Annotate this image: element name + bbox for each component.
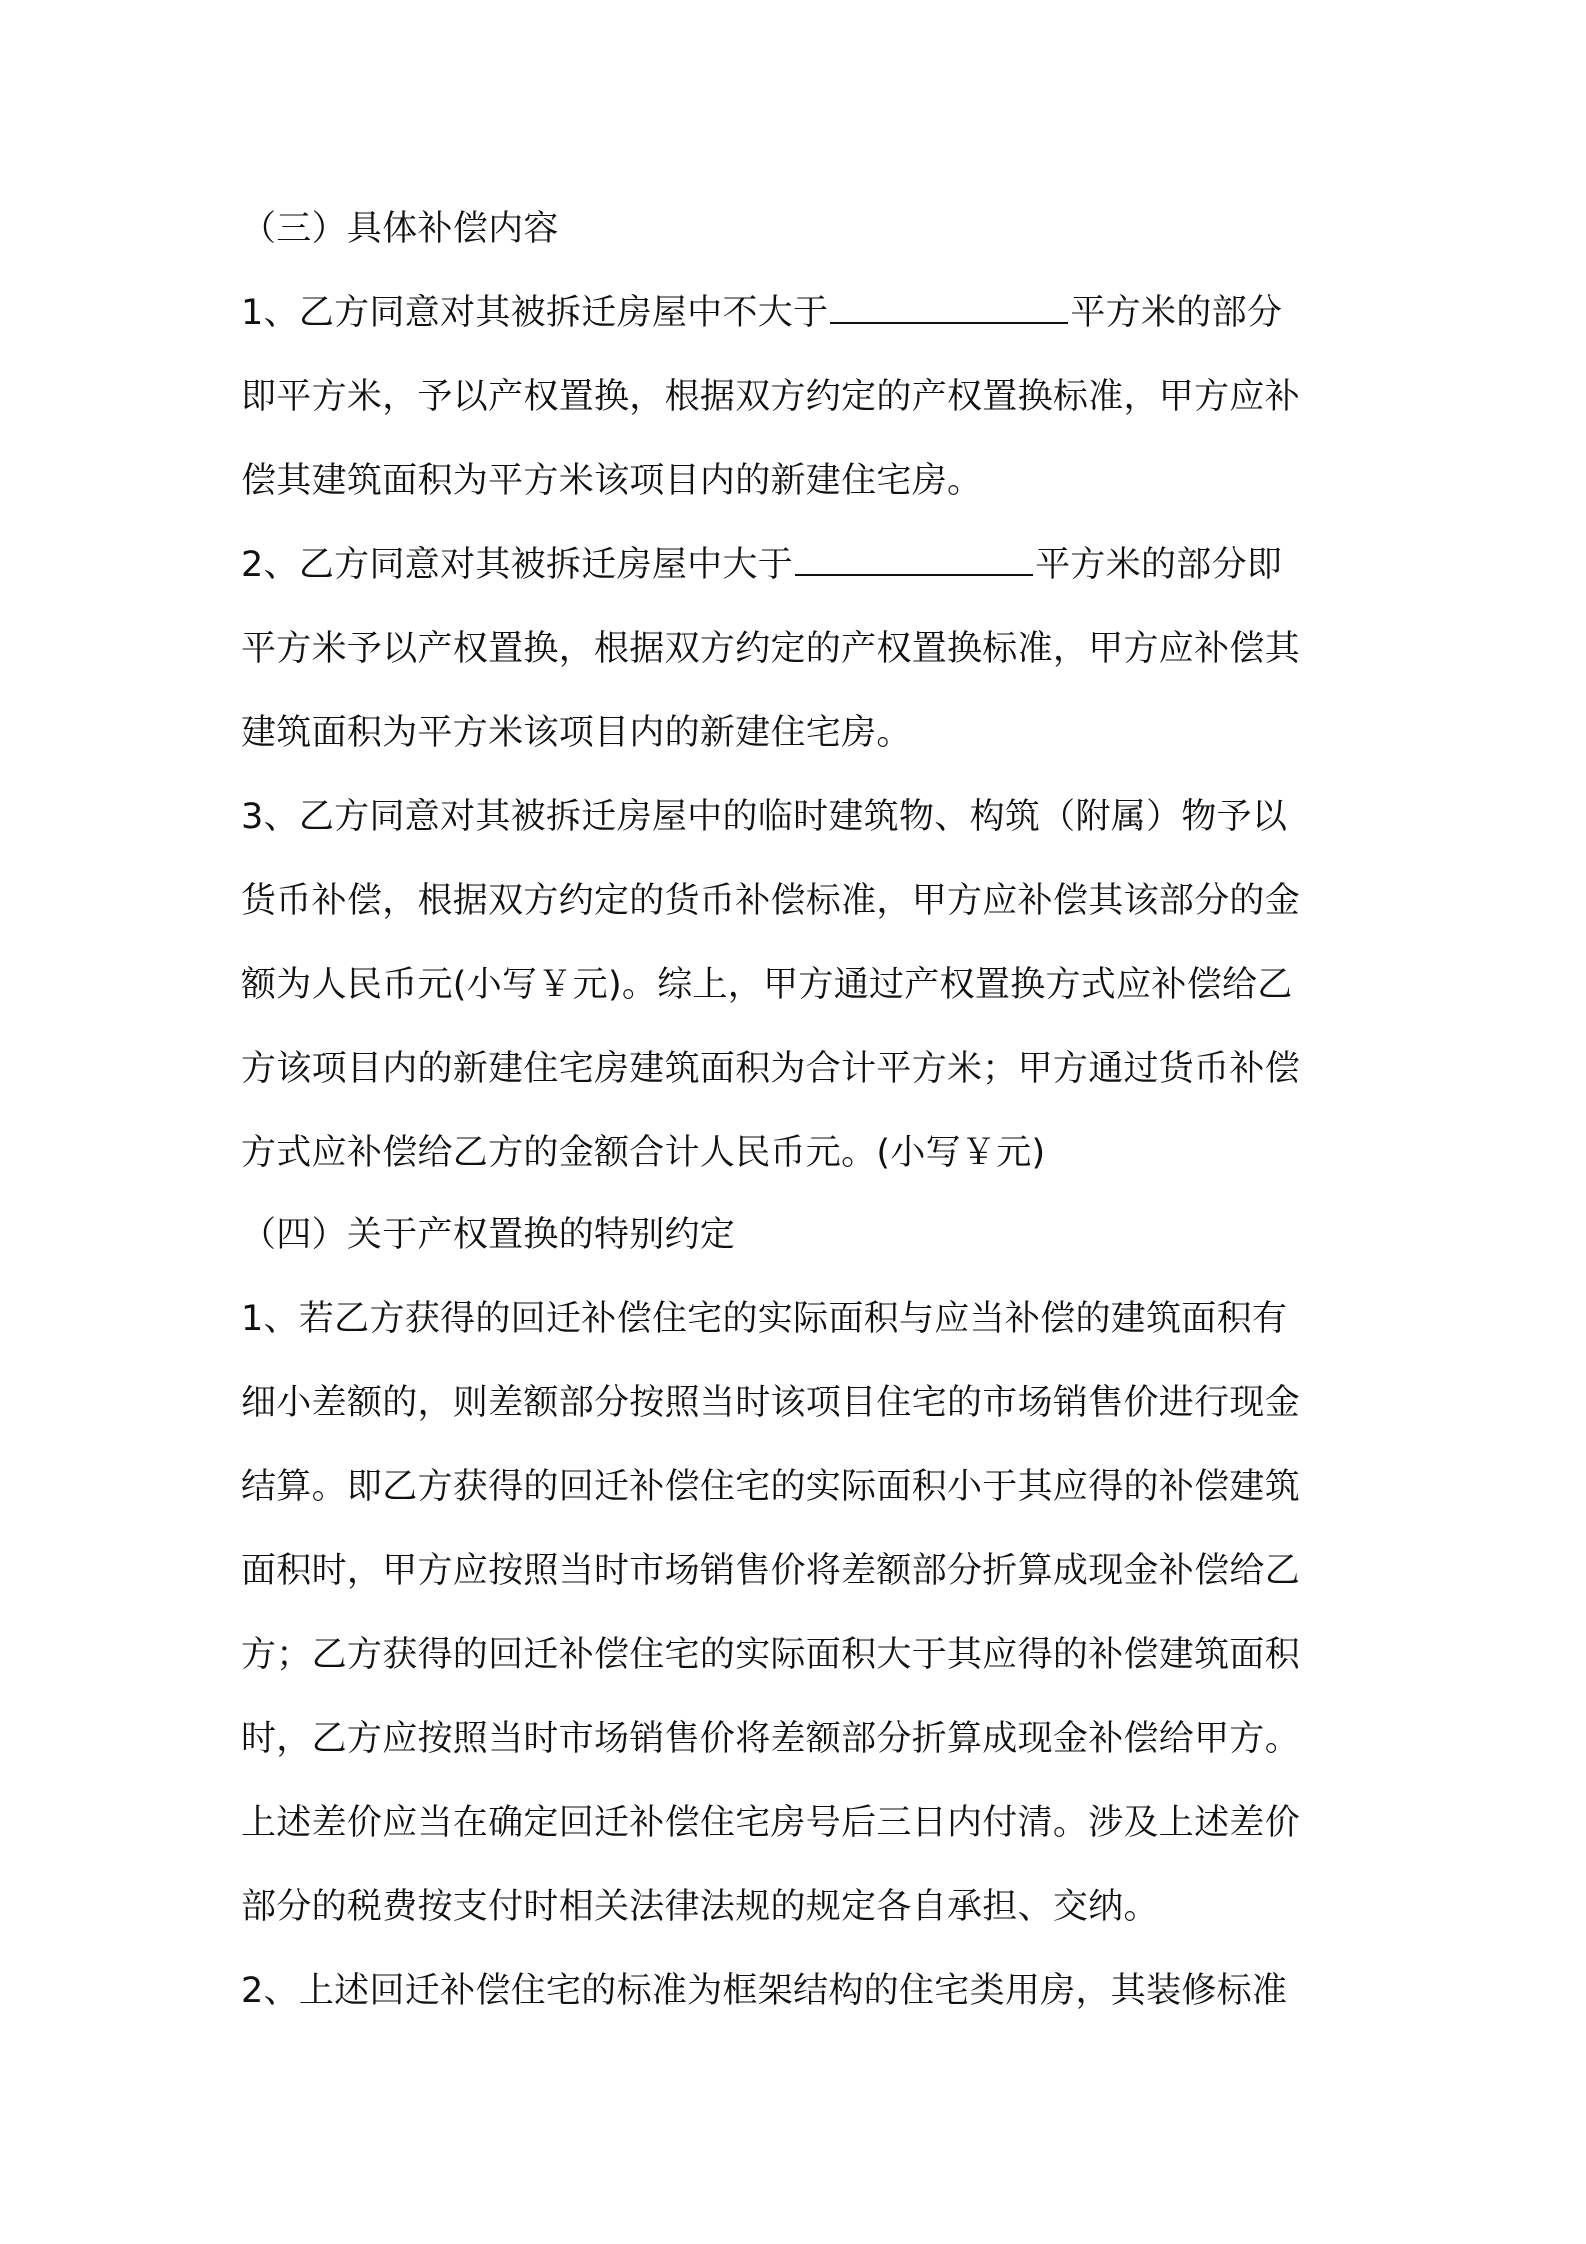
paragraph-line — [241, 628, 1361, 670]
text: 时，乙方应按照当时市场销售价将差额部分折算成现金补偿给甲方。 — [241, 1719, 1301, 1759]
text: 上述差价应当在确定回迁补偿住宅房号后三日内付清。涉及上述差价 — [241, 1803, 1301, 1843]
paragraph-line — [241, 544, 1361, 586]
paragraph-line — [241, 460, 1361, 502]
text: （三）具体补偿内容 — [241, 209, 559, 249]
text: 方；乙方获得的回迁补偿住宅的实际面积大于其应得的补偿建筑面积 — [241, 1635, 1301, 1675]
text: 2、上述回迁补偿住宅的标准为框架结构的住宅类用房，其装修标准 — [241, 1971, 1288, 2011]
text: 1、若乙方获得的回迁补偿住宅的实际面积与应当补偿的建筑面积有 — [241, 1299, 1288, 1339]
text: 3、乙方同意对其被拆迁房屋中的临时建筑物、构筑（附属）物予以 — [241, 797, 1288, 837]
text: 偿其建筑面积为平方米该项目内的新建住宅房。 — [241, 461, 983, 501]
paragraph-line — [241, 1718, 1361, 1760]
text: 细小差额的，则差额部分按照当时该项目住宅的市场销售价进行现金 — [241, 1383, 1301, 1423]
text: 面积时，甲方应按照当时市场销售价将差额部分折算成现金补偿给乙 — [241, 1551, 1301, 1591]
paragraph-line — [241, 292, 1361, 334]
section-heading-4 — [241, 1214, 1361, 1256]
paragraph-line — [241, 1970, 1361, 2012]
paragraph-line — [241, 712, 1361, 754]
text: 部分的税费按支付时相关法律法规的规定各自承担、交纳。 — [241, 1887, 1159, 1927]
text: 建筑面积为平方米该项目内的新建住宅房。 — [241, 713, 912, 753]
text: 平方米予以产权置换，根据双方约定的产权置换标准，甲方应补偿其 — [241, 629, 1301, 669]
text: 2、乙方同意对其被拆迁房屋中大于 — [241, 545, 794, 585]
text: 平方米的部分即 — [1035, 545, 1283, 585]
paragraph-line — [241, 1550, 1361, 1592]
paragraph-line — [241, 1634, 1361, 1676]
section-heading-3 — [241, 208, 1361, 250]
paragraph-line — [241, 796, 1361, 838]
fill-in-blank — [830, 292, 1068, 324]
paragraph-line — [241, 1132, 1361, 1174]
text: 即平方米，予以产权置换，根据双方约定的产权置换标准，甲方应补 — [241, 377, 1301, 417]
paragraph-line — [241, 1802, 1361, 1844]
paragraph-line — [241, 1048, 1361, 1090]
paragraph-line — [241, 880, 1361, 922]
text: 结算。即乙方获得的回迁补偿住宅的实际面积小于其应得的补偿建筑 — [241, 1467, 1301, 1507]
paragraph-line — [241, 1298, 1361, 1340]
text: 额为人民币元(小写￥元)。综上，甲方通过产权置换方式应补偿给乙 — [241, 965, 1293, 1005]
fill-in-blank — [795, 544, 1033, 576]
text: 1、乙方同意对其被拆迁房屋中不大于 — [241, 293, 829, 333]
text: 平方米的部分 — [1070, 293, 1283, 333]
text: 货币补偿，根据双方约定的货币补偿标准，甲方应补偿其该部分的金 — [241, 881, 1301, 921]
paragraph-line — [241, 376, 1361, 418]
paragraph-line — [241, 1466, 1361, 1508]
paragraph-line — [241, 1886, 1361, 1928]
paragraph-line — [241, 1382, 1361, 1424]
paragraph-line — [241, 964, 1361, 1006]
text: 方该项目内的新建住宅房建筑面积为合计平方米；甲方通过货币补偿 — [241, 1049, 1301, 1089]
text: 方式应补偿给乙方的金额合计人民币元。(小写￥元) — [241, 1133, 1046, 1173]
text: （四）关于产权置换的特别约定 — [241, 1215, 736, 1255]
